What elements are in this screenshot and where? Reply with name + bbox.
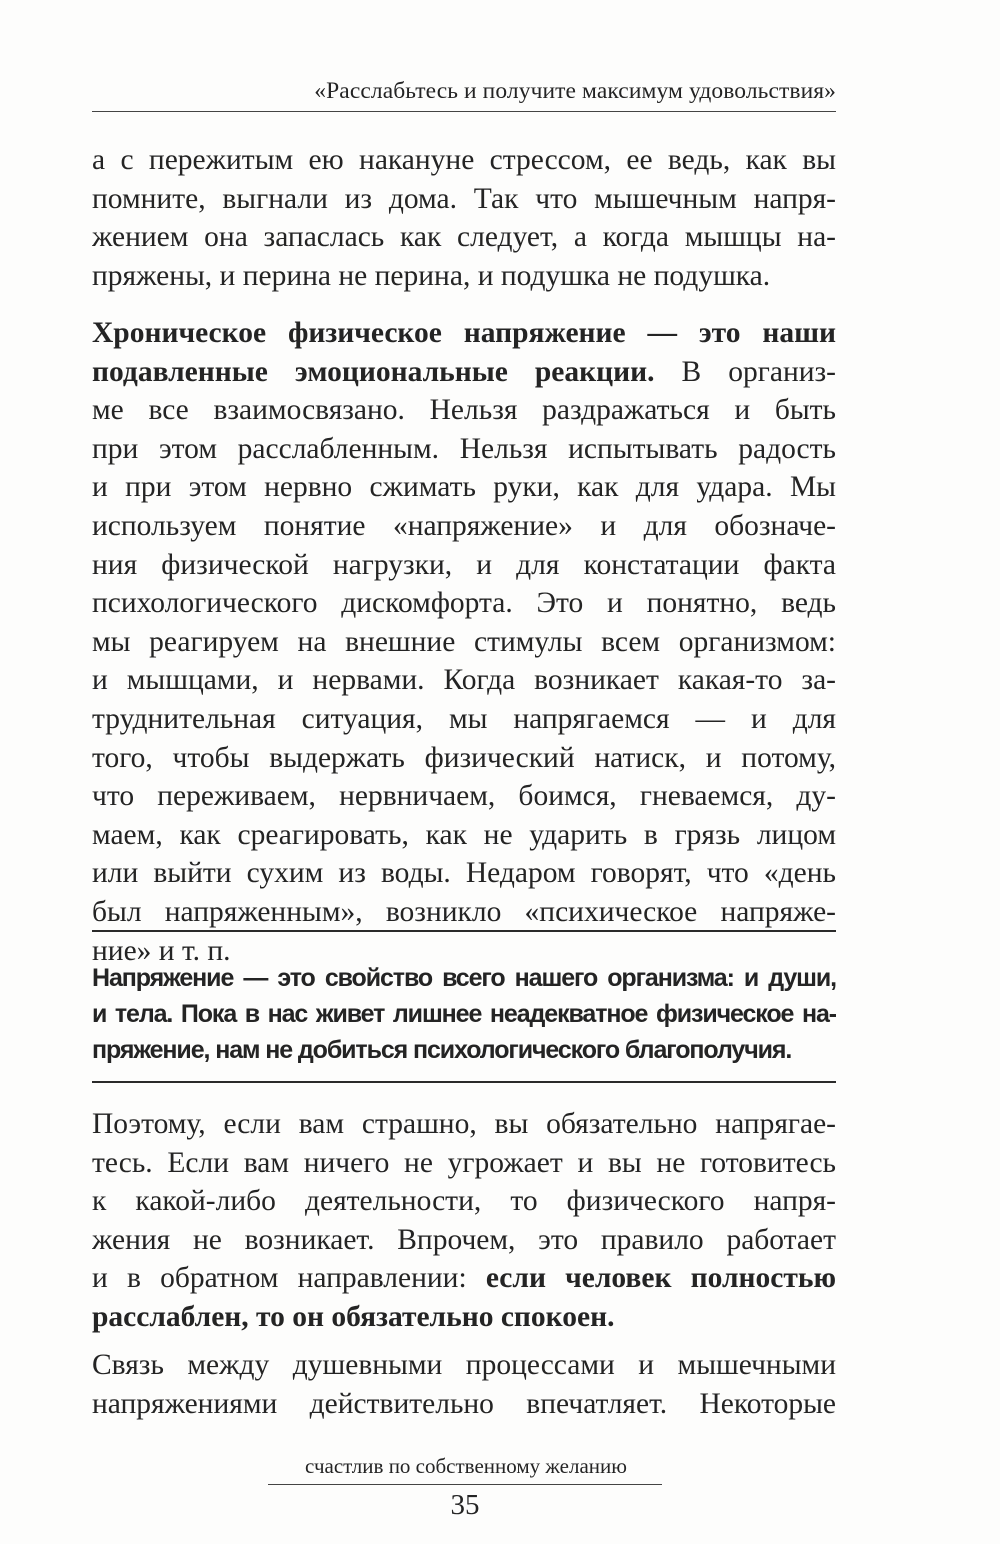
text-line: и при этом нервно сжимать руки, как для удара. Мы: [92, 471, 836, 504]
paragraph-1: [92, 141, 836, 295]
callout-box: [92, 960, 836, 1068]
text-line: а с пережитым ею накануне стрессом, ее ведь, как вы: [92, 144, 836, 176]
paragraph-4: [92, 1346, 836, 1423]
text-line: был напряженным», возникло «психическое напряже-: [92, 895, 836, 928]
paragraph-3: [92, 1105, 836, 1337]
bold-text: если человек полностью: [485, 1262, 836, 1295]
mixed-text-line: [92, 353, 836, 392]
callout-rule-top: [92, 930, 836, 932]
text-line: используем понятие «напряжение» и для обозначе-: [92, 509, 836, 542]
callout-line: Напряжение — это свойство всего нашего организма: и души,: [92, 964, 836, 992]
text-line: помните, выгнали из дома. Так что мышечным напря-: [92, 182, 836, 215]
bold-text-line: Хроническое физическое напряжение — это наши: [92, 317, 836, 349]
text-line: тесь. Если вам ничего не угрожает и вы не готовитесь: [92, 1146, 836, 1179]
text-line: жением она запаслась как следует, а когда мышцы на-: [92, 221, 836, 254]
text-line: ме все взаимосвязано. Нельзя раздражаться и быть: [92, 394, 836, 427]
text-line: Связь между душевными процессами и мышечными: [92, 1349, 836, 1381]
page-number: 35: [450, 1489, 480, 1521]
bold-text-line: расслаблен, то он обязательно спокоен.: [92, 1300, 615, 1333]
callout-line: пряжение, нам не добиться психологического благополучия.: [92, 1036, 792, 1064]
text-line: Поэтому, если вам страшно, вы обязательно напрягае-: [92, 1108, 836, 1140]
text-line: ние» и т. п.: [92, 934, 231, 967]
callout-rule-bottom: [92, 1081, 836, 1083]
text-line: при этом расслабленным. Нельзя испытывать радость: [92, 432, 836, 465]
text-run: и в обратном направлении:: [92, 1262, 486, 1295]
text-run: В организ-: [654, 355, 836, 388]
text-line: и мышцами, и нервами. Когда возникает какая-то за-: [92, 664, 836, 697]
text-line: мы реагируем на внешние стимулы всем организмом:: [92, 625, 836, 658]
text-line: психологического дискомфорта. Это и понятно, ведь: [92, 587, 836, 620]
text-line: маем, как среагировать, как не ударить в грязь лицом: [92, 818, 836, 851]
header-rule: [92, 111, 836, 112]
text-line: жения не возникает. Впрочем, это правило работает: [92, 1223, 836, 1256]
text-line: напряжениями действительно впечатляет. Некоторые: [92, 1387, 836, 1420]
text-line: что переживаем, нервничаем, боимся, гневаемся, ду-: [92, 780, 836, 813]
bold-text: подавленные эмоциональные реакции.: [92, 355, 655, 388]
text-line: ния физической нагрузки, и для констатации факта: [92, 548, 836, 581]
mixed-text-line: [92, 1259, 836, 1298]
footer-rule: [268, 1484, 662, 1485]
paragraph-2: [92, 314, 836, 970]
running-foot: счастлив по собственному желанию: [305, 1454, 627, 1478]
running-head: «Расслабьтесь и получите максимум удовольствия»: [314, 78, 836, 104]
text-line: или выйти сухим из воды. Недаром говорят, что «день: [92, 857, 836, 890]
text-line: труднительная ситуация, мы напрягаемся — и для: [92, 702, 836, 735]
callout-line: и тела. Пока в нас живет лишнее неадекватное физическое на-: [92, 1000, 836, 1028]
text-line: к какой-либо деятельности, то физического напря-: [92, 1185, 836, 1218]
text-line: того, чтобы выдержать физический натиск, и потому,: [92, 741, 836, 774]
text-line: пряжены, и перина не перина, и подушка не подушка.: [92, 259, 771, 292]
